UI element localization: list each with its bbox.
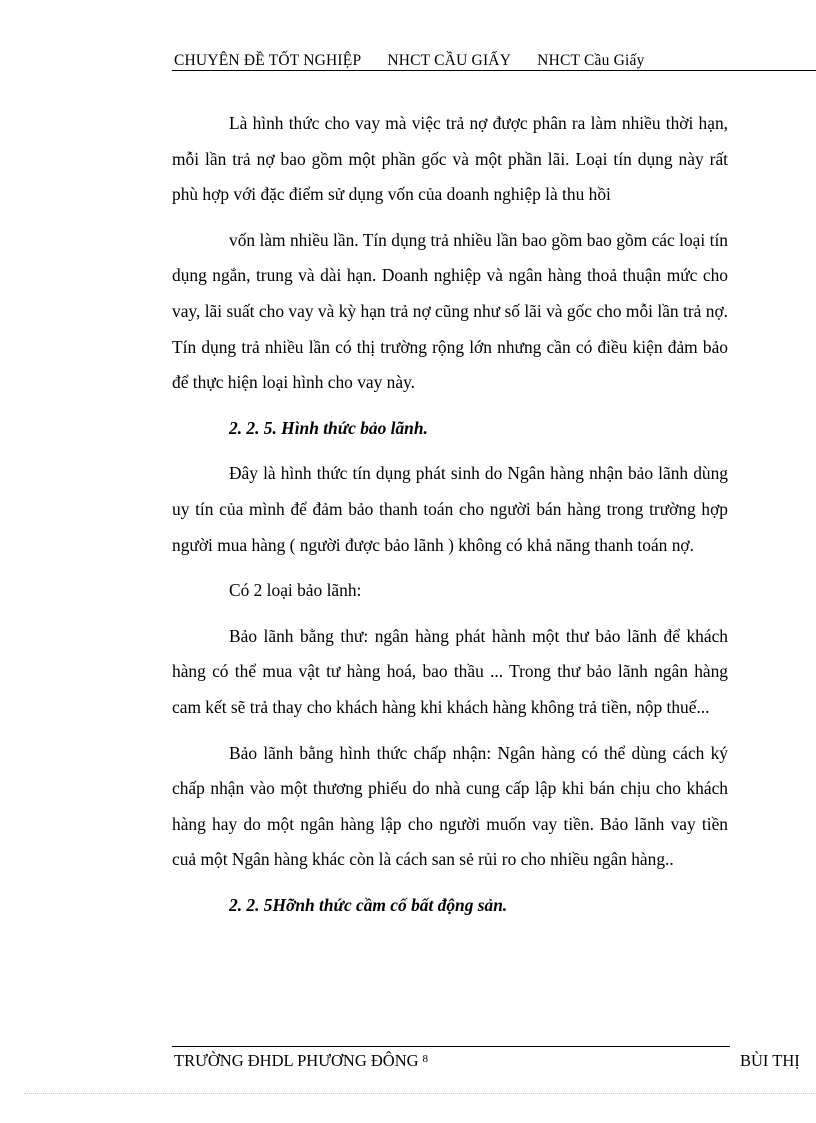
header-rule — [172, 70, 816, 71]
footer-university — [174, 1051, 428, 1071]
document-body — [172, 106, 728, 933]
paragraph-guarantee-definition: Đây là hình thức tín dụng phát sinh do Ngân hàng nhận bảo lãnh dùng uy tín của mình để đảm bảo thanh toán cho người bán hàng trong trường hợp người mua hàng ( người được bảo lãnh ) không có khả năng thanh toán nợ. — [172, 463, 728, 555]
paragraph-guarantee-acceptance: Bảo lãnh bằng hình thức chấp nhận: Ngân hàng có thể dùng cách ký chấp nhận vào một thương phiếu do nhà cung cấp lập khi bán chịu cho khách hàng hay do một ngân hàng lập cho người muốn vay tiền. Bảo lãnh vay tiền cuả một Ngân hàng khác còn là cách san sẻ rủi ro cho nhiều ngân hàng.. — [172, 742, 728, 870]
paragraph-guarantee-letter: Bảo lãnh bằng thư: ngân hàng phát hành một thư bảo lãnh để khách hàng có thể mua vật tư hàng hoá, bao thầu ... Trong thư bảo lãnh ngân hàng cam kết sẽ trả thay cho khách hàng khi khách hàng không trả tiền, nộp thuế... — [172, 625, 728, 717]
header-bank-name-secondary: NHCT Cầu Giấy — [537, 52, 645, 69]
section-heading-guarantee: 2. 2. 5. Hình thức bảo lãnh. — [229, 417, 428, 438]
header-thesis-title: CHUYÊN ĐỀ TỐT NGHIỆP — [174, 52, 362, 69]
page-number: 8 — [422, 1053, 429, 1065]
paragraph-guarantee-types: Có 2 loại bảo lãnh: — [229, 580, 362, 601]
footer-university-name: TRƯỜNG ĐHDL PHƯƠNG ĐÔNG — [174, 1051, 419, 1070]
page-header — [174, 52, 816, 70]
footer-author: BÙI THỊ — [740, 1051, 800, 1070]
footer-rule — [172, 1046, 730, 1047]
paragraph-installment-loan-intro: Là hình thức cho vay mà việc trả nợ được phân ra làm nhiều thời hạn, mỗi lần trả nợ bao gồm một phần gốc và một phần lãi. Loại tín dụng này rất phù hợp với đặc điểm sử dụng vốn của doanh nghiệp là thu hồi — [172, 113, 728, 205]
header-bank-name: NHCT CẦU GIẤY — [387, 52, 512, 69]
page-bottom-dotted-line — [24, 1093, 816, 1094]
section-heading-real-estate-pledge: 2. 2. 5Hỡnh thức cầm cố bất động sản. — [229, 894, 508, 915]
paragraph-installment-loan-detail: vốn làm nhiều lần. Tín dụng trả nhiều lần bao gồm bao gồm các loại tín dụng ngắn, trung và dài hạn. Doanh nghiệp và ngân hàng thoả thuận mức cho vay, lãi suất cho vay và kỳ hạn trả nợ cũng như số lãi và gốc cho mỗi lần trả nợ. Tín dụng trả nhiều lần có thị trường rộng lớn nhưng cần có điều kiện đảm bảo để thực hiện loại hình cho vay này. — [172, 229, 728, 393]
